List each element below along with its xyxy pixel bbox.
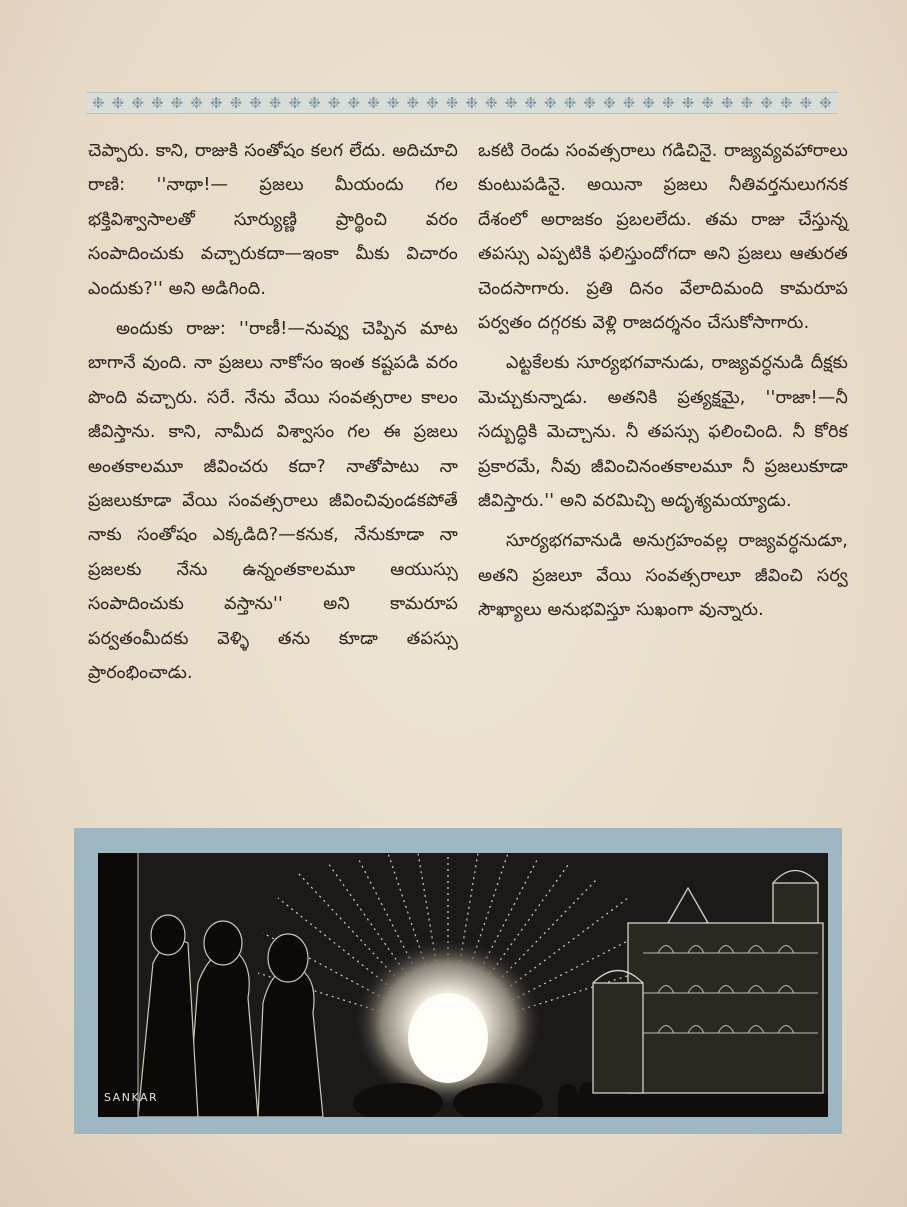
- pillar: [98, 853, 138, 1117]
- decorative-border: ❉ ❉ ❉ ❉ ❉ ❉ ❉ ❉ ❉ ❉ ❉ ❉ ❉ ❉ ❉ ❉ ❉ ❉ ❉ ❉ ❉ ❉ ❉ ❉ ❉ ❉ ❉ ❉ ❉ ❉ ❉ ❉ ❉ ❉ ❉ ❉ ❉ ❉: [86, 92, 838, 114]
- illustration: [98, 853, 828, 1117]
- paragraph: ఒకటి రెండు సంవత్సరాలు గడిచినై. రాజ్యవ్యవహారాలు కుంటుపడినై. అయినా ప్రజలు నీతివర్తనులుగనక దేశంలో అరాజకం ప్రబలలేదు. తమ రాజు చేస్తున్న తపస్సు ఎప్పటికి ఫలిస్తుందోగదా అని ప్రజలు ఆతురత చెందసాగారు. ప్రతి దినం వేలాదిమంది కామరూప పర్వతం దగ్గరకు వెళ్లి రాజదర్శనం చేసుకోసాగారు.: [478, 141, 848, 334]
- bonfire-core: [408, 993, 488, 1083]
- paragraph: అందుకు రాజు: ''రాణీ!—నువ్వు చెప్పిన మాట బాగానే వుంది. నా ప్రజలు నాకోసం ఇంత కష్టపడి వరం పొంది వచ్చారు. సరే. నేను వేయి సంవత్సరాల కాలం జీవిస్తాను. కాని, నామీద విశ్వాసం గల ఈ ప్రజలు అంతకాలమూ జీవించరు కదా? నాతోపాటు నా ప్రజలుకూడా వేయి సంవత్సరాలు జీవించివుండకపోతే నాకు సంతోషం ఎక్కడిది?—కనుక, నేనుకూడా నా ప్రజలకు నేను ఉన్నంతకాలమూ ఆయుస్సు సంపాదించుకు వస్తాను'' అని కామరూప పర్వతంమీదకు వెళ్ళి తను కూడా తపస్సు ప్రారంభించాడు.: [88, 319, 458, 684]
- paragraph: ఎట్టకేలకు సూర్యభగవానుడు, రాజ్యవర్ధనుడి దీక్షకు మెచ్చుకున్నాడు. అతనికి ప్రత్యక్షమై, ''రాజా!—నీ సద్బుద్ధికి మెచ్చాను. నీ తపస్సు ఫలించింది. నీ కోరిక ప్రకారమే, నీవు జీవించినంతకాలమూ నీ ప్రజలుకూడా జీవిస్తారు.'' అని వరమిచ్చి అదృశ్యమయ్యాడు.: [478, 353, 848, 512]
- spectators: [138, 915, 323, 1117]
- paragraph: చెప్పారు. కాని, రాజుకి సంతోషం కలగ లేదు. అదిచూచి రాణి: ''నాథా!— ప్రజలు మీయందు గల భక్తివిశ్వాసాలతో సూర్యుణ్ణి ప్రార్థించి వరం సంపాదించుకు వచ్చారుకదా—ఇంకా మీకు విచారం ఎందుకు?'' అని అడిగింది.: [88, 141, 458, 299]
- left-text-column: [88, 134, 458, 691]
- illustration-art: [98, 853, 828, 1117]
- right-text-column: [478, 134, 848, 628]
- artist-signature: SANKAR: [104, 1091, 159, 1104]
- paragraph: సూర్యభగవానుడి అనుగ్రహంవల్ల రాజ్యవర్ధనుడూ, అతని ప్రజలూ వేయి సంవత్సరాలూ జీవించి సర్వ సౌఖ్యాలు అనుభవిస్తూ సుఖంగా వున్నారు.: [478, 531, 848, 621]
